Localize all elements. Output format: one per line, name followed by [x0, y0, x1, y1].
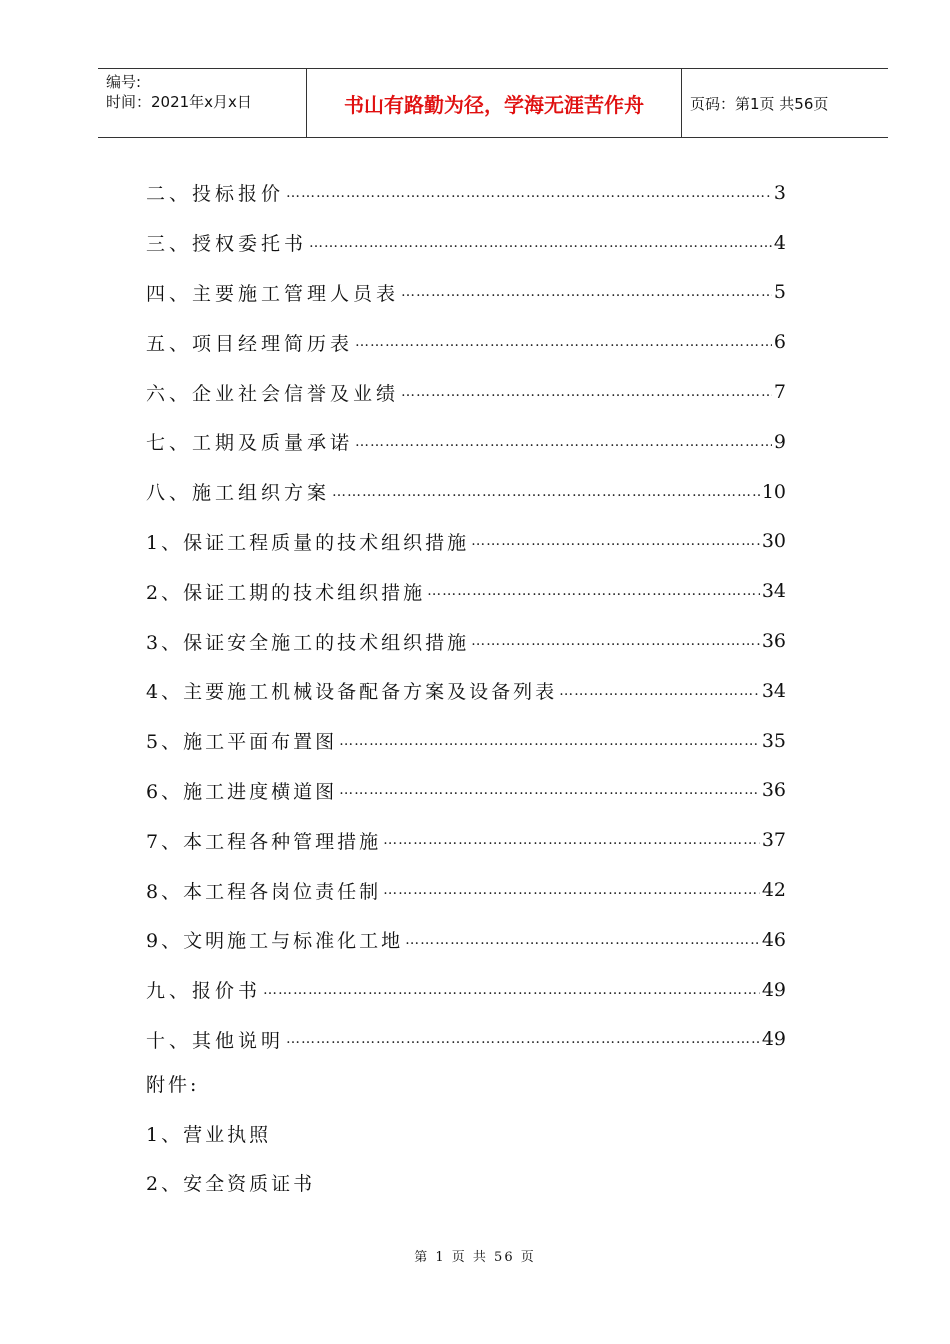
attachment-item: 1、营业执照	[146, 1124, 272, 1146]
toc-entry[interactable]	[146, 566, 786, 616]
toc-dot-leader	[471, 633, 760, 649]
toc-entry-page: 9	[773, 430, 786, 453]
toc-entry-title: 六、企业社会信誉及业绩	[146, 379, 401, 406]
toc-entry[interactable]	[146, 317, 786, 367]
toc-entry-page: 42	[761, 879, 786, 902]
toc-entry-title: 七、工期及质量承诺	[146, 428, 355, 455]
page-footer: 第 1 页 共 56 页	[414, 1250, 536, 1265]
toc-entry-page: 4	[773, 231, 786, 254]
toc-dot-leader	[263, 982, 760, 998]
header-meta	[98, 69, 307, 137]
toc-entry-page: 37	[761, 829, 786, 852]
header-page-info: 页码：第1页 共56页	[690, 94, 829, 113]
toc-entry-page: 49	[761, 978, 786, 1001]
toc-entry[interactable]	[146, 218, 786, 268]
toc-entry[interactable]	[146, 716, 786, 766]
toc-entry-title: 5、施工平面布置图	[146, 727, 339, 754]
toc-entry[interactable]	[146, 616, 786, 666]
toc-entry-page: 49	[761, 1028, 786, 1051]
toc-entry-title: 1、保证工程质量的技术组织措施	[146, 528, 471, 555]
toc-entry-title: 9、文明施工与标准化工地	[146, 926, 405, 953]
toc-dot-leader	[471, 533, 760, 549]
table-of-contents	[146, 168, 786, 1064]
toc-entry-title: 四、主要施工管理人员表	[146, 279, 401, 306]
toc-dot-leader	[286, 1031, 760, 1047]
toc-entry-page: 3	[773, 181, 786, 204]
toc-entry-title: 五、项目经理简历表	[146, 329, 355, 356]
toc-entry-title: 8、本工程各岗位责任制	[146, 877, 383, 904]
toc-entry-page: 30	[761, 530, 786, 553]
toc-entry-title: 7、本工程各种管理措施	[146, 827, 383, 854]
toc-dot-leader	[401, 284, 772, 300]
date-label: 时间：2021年x月x日	[106, 93, 252, 111]
toc-entry[interactable]	[146, 815, 786, 865]
toc-entry-title: 6、施工进度横道图	[146, 777, 339, 804]
toc-entry-page: 34	[761, 679, 786, 702]
toc-entry[interactable]	[146, 666, 786, 716]
toc-entry[interactable]	[146, 1015, 786, 1065]
toc-entry[interactable]	[146, 965, 786, 1015]
toc-dot-leader	[383, 832, 760, 848]
toc-entry-page: 34	[761, 580, 786, 603]
toc-dot-leader	[355, 434, 772, 450]
toc-entry-title: 九、报价书	[146, 976, 263, 1003]
toc-dot-leader	[309, 235, 772, 251]
toc-dot-leader	[355, 334, 772, 350]
toc-entry-page: 7	[773, 381, 786, 404]
toc-entry-title: 4、主要施工机械设备配备方案及设备列表	[146, 677, 559, 704]
toc-entry-page: 46	[761, 928, 786, 951]
toc-dot-leader	[559, 683, 760, 699]
attachment-item: 2、安全资质证书	[146, 1173, 316, 1195]
toc-entry[interactable]	[146, 417, 786, 467]
toc-entry-page: 36	[761, 779, 786, 802]
toc-dot-leader	[401, 384, 772, 400]
toc-entry-title: 2、保证工期的技术组织措施	[146, 578, 427, 605]
attachments-heading: 附件:	[146, 1074, 200, 1096]
toc-entry-title: 十、其他说明	[146, 1026, 286, 1053]
toc-entry[interactable]	[146, 268, 786, 318]
toc-dot-leader	[332, 484, 760, 500]
toc-entry-page: 35	[761, 729, 786, 752]
toc-entry-page: 5	[773, 281, 786, 304]
serial-label: 编号:	[106, 73, 142, 91]
toc-dot-leader	[405, 932, 760, 948]
toc-dot-leader	[286, 185, 772, 201]
page-header	[98, 68, 888, 138]
toc-dot-leader	[339, 733, 760, 749]
toc-entry[interactable]	[146, 168, 786, 218]
toc-entry[interactable]	[146, 915, 786, 965]
toc-entry-page: 10	[761, 480, 786, 503]
toc-entry-page: 6	[773, 331, 786, 354]
toc-entry-page: 36	[761, 630, 786, 653]
toc-entry[interactable]	[146, 367, 786, 417]
toc-entry-title: 二、投标报价	[146, 179, 286, 206]
toc-dot-leader	[427, 583, 760, 599]
toc-entry[interactable]	[146, 467, 786, 517]
toc-dot-leader	[383, 882, 760, 898]
header-motto: 书山有路勤为径，学海无涯苦作舟	[307, 69, 682, 137]
toc-entry-title: 3、保证安全施工的技术组织措施	[146, 628, 471, 655]
toc-entry[interactable]	[146, 517, 786, 567]
toc-dot-leader	[339, 782, 760, 798]
toc-entry[interactable]	[146, 865, 786, 915]
toc-entry-title: 三、授权委托书	[146, 229, 309, 256]
toc-entry[interactable]	[146, 766, 786, 816]
toc-entry-title: 八、施工组织方案	[146, 478, 332, 505]
